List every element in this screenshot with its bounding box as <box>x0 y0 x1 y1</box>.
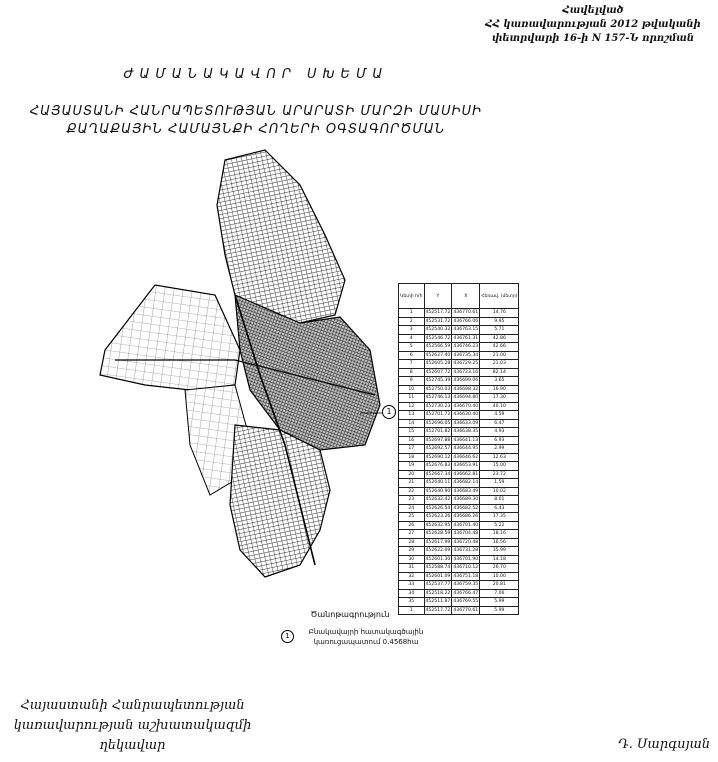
cell-point-number: 5 <box>399 343 425 352</box>
table-row <box>399 317 519 326</box>
cell-distance: 26.70 <box>480 564 519 573</box>
cell-point-number: 30 <box>399 555 425 564</box>
signatory-position-line-2: կառավարության աշխատակազմի <box>13 718 252 733</box>
cell-distance: 6.47 <box>480 419 519 428</box>
cell-distance: 21.03 <box>480 360 519 369</box>
cell-y: 452697.88 <box>425 437 451 443</box>
cell-point-number: 6 <box>399 351 425 360</box>
signatory-name: Դ. Սարգսյան <box>618 737 711 752</box>
cell-distance: 16.56 <box>480 538 519 547</box>
cell-x: 436646.62 <box>453 454 479 460</box>
table-row <box>399 513 519 522</box>
cell-distance: 21.00 <box>480 351 519 360</box>
cell-point-number: 1 <box>399 309 425 318</box>
cell-distance: 35.99 <box>480 547 519 556</box>
cell-x: 436633.09 <box>453 420 479 426</box>
cell-y: 452692.57 <box>425 446 451 452</box>
table-row <box>399 343 519 352</box>
cell-point-number: 34 <box>399 589 425 598</box>
cell-point-number: 16 <box>399 436 425 445</box>
table-row <box>399 445 519 454</box>
table-row <box>399 309 519 318</box>
cell-distance: 6.43 <box>480 504 519 513</box>
table-row <box>399 538 519 547</box>
cell-distance: 12.63 <box>480 453 519 462</box>
cell-x: 436686.26 <box>453 514 479 520</box>
cell-x: 436766.06 <box>453 318 479 324</box>
cell-x: 436689.30 <box>453 497 479 503</box>
cell-y: 452701.82 <box>425 429 451 435</box>
cell-point-number: 25 <box>399 513 425 522</box>
coordinates-table-body <box>399 309 519 615</box>
cell-distance: 40.10 <box>480 402 519 411</box>
cell-point-number: 32 <box>399 572 425 581</box>
cell-y: 452622.09 <box>425 548 451 554</box>
cell-point-number: 31 <box>399 564 425 573</box>
cell-distance: 82.14 <box>480 368 519 377</box>
cell-distance: 5.99 <box>480 598 519 607</box>
cell-y: 452517.72 <box>425 310 451 316</box>
document-title: ԺԱՄԱՆԱԿԱՎՈՐ ՍԽԵՄԱ <box>123 67 389 82</box>
cell-y: 452745.39 <box>425 378 451 384</box>
cell-point-number: 9 <box>399 377 425 386</box>
cell-y: 452517.72 <box>425 607 451 613</box>
table-row <box>399 572 519 581</box>
cell-y: 452750.03 <box>425 386 451 392</box>
cell-x: 436701.40 <box>453 522 479 528</box>
cell-y: 452531.72 <box>425 318 451 324</box>
header-distance: Հեռավ. (մետր) <box>480 284 519 309</box>
header-y: Y <box>424 284 452 309</box>
cell-x: 436641.13 <box>453 437 479 443</box>
table-row <box>399 504 519 513</box>
cell-y: 452696.05 <box>425 420 451 426</box>
cell-distance: 4.59 <box>480 411 519 420</box>
cell-y: 452626.54 <box>425 505 451 511</box>
cell-y: 452640.11 <box>425 480 451 486</box>
header-x: X <box>452 284 480 309</box>
cell-x: 436770.61 <box>453 310 479 316</box>
cell-distance: 10.02 <box>480 487 519 496</box>
table-row <box>399 402 519 411</box>
table-header-row <box>399 284 519 309</box>
signatory-position-line-3: ղեկավար <box>99 738 166 753</box>
legend-title: Ծանոթագրություն <box>310 610 390 619</box>
cell-distance: 42.66 <box>480 343 519 352</box>
table-row <box>399 394 519 403</box>
table-row <box>399 326 519 335</box>
cell-y: 452690.12 <box>425 454 451 460</box>
table-row <box>399 453 519 462</box>
cell-y: 452546.72 <box>425 335 451 341</box>
cell-x: 436766.47 <box>453 590 479 596</box>
cell-x: 436761.31 <box>453 335 479 341</box>
land-use-map <box>85 145 390 590</box>
cell-y: 452701.72 <box>425 412 451 418</box>
table-row <box>399 436 519 445</box>
cell-y: 452746.13 <box>425 395 451 401</box>
cell-point-number: 22 <box>399 487 425 496</box>
table-row <box>399 479 519 488</box>
cell-point-number: 28 <box>399 538 425 547</box>
cell-y: 452566.59 <box>425 344 451 350</box>
table-row <box>399 368 519 377</box>
cell-y: 452537.77 <box>425 582 451 588</box>
table-row <box>399 521 519 530</box>
cell-y: 452588.74 <box>425 565 451 571</box>
table-row <box>399 419 519 428</box>
cell-x: 436630.40 <box>453 412 479 418</box>
cell-distance: 7.06 <box>480 589 519 598</box>
cell-distance: 5.22 <box>480 521 519 530</box>
cell-distance: 2.99 <box>480 445 519 454</box>
cell-x: 436662.81 <box>453 471 479 477</box>
cell-x: 436735.34 <box>453 352 479 358</box>
cell-y: 452601.30 <box>425 556 451 562</box>
table-row <box>399 496 519 505</box>
cell-distance: 10.00 <box>480 572 519 581</box>
appendix-line-3: փետրվարի 16-ի N 157-Ն որոշման <box>491 33 695 44</box>
signatory-position <box>10 696 255 756</box>
cell-distance: 1.59 <box>480 479 519 488</box>
cell-point-number: 21 <box>399 479 425 488</box>
cell-distance: 14.18 <box>480 555 519 564</box>
cell-y: 452640.90 <box>425 488 451 494</box>
cell-x: 436653.91 <box>453 463 479 469</box>
table-row <box>399 411 519 420</box>
cell-distance: 5.99 <box>480 606 519 615</box>
cell-point-number: 26 <box>399 521 425 530</box>
cell-y: 452607.72 <box>425 369 451 375</box>
cell-point-number: 24 <box>399 504 425 513</box>
cell-distance: 17.30 <box>480 394 519 403</box>
cell-x: 436694.80 <box>453 395 479 401</box>
cell-distance: 4.93 <box>480 428 519 437</box>
cell-distance: 14.76 <box>480 309 519 318</box>
cell-x: 436723.16 <box>453 369 479 375</box>
cell-point-number: 18 <box>399 453 425 462</box>
cell-point-number: 13 <box>399 411 425 420</box>
appendix-line-2: ՀՀ կառավարության 2012 թվականի <box>485 19 701 30</box>
cell-y: 452540.32 <box>425 327 451 333</box>
table-row <box>399 547 519 556</box>
table-row <box>399 428 519 437</box>
cell-distance: 6.93 <box>480 436 519 445</box>
cell-point-number: 14 <box>399 419 425 428</box>
cell-x: 436769.55 <box>453 599 479 605</box>
cell-distance: 8.01 <box>480 496 519 505</box>
cell-point-number: 17 <box>399 445 425 454</box>
cell-point-number: 33 <box>399 581 425 590</box>
cell-point-number: 7 <box>399 360 425 369</box>
table-row <box>399 530 519 539</box>
cell-x: 436720.48 <box>453 539 479 545</box>
cell-y: 452632.42 <box>425 497 451 503</box>
cell-y: 452628.59 <box>425 531 451 537</box>
cell-point-number: 1 <box>399 606 425 615</box>
cell-x: 436644.95 <box>453 446 479 452</box>
cell-point-number: 3 <box>399 326 425 335</box>
cell-y: 452518.22 <box>425 590 451 596</box>
cell-distance: 5.71 <box>480 326 519 335</box>
cell-x: 436759.35 <box>453 582 479 588</box>
cell-point-number: 8 <box>399 368 425 377</box>
cell-y: 452676.83 <box>425 463 451 469</box>
table-row <box>399 377 519 386</box>
cell-y: 452601.09 <box>425 573 451 579</box>
map-marker-1: 1 <box>382 405 396 419</box>
cell-point-number: 19 <box>399 462 425 471</box>
cell-distance: 9.95 <box>480 317 519 326</box>
cell-point-number: 20 <box>399 470 425 479</box>
cell-x: 436698.32 <box>453 386 479 392</box>
cell-y: 452605.28 <box>425 361 451 367</box>
cell-x: 436729.25 <box>453 361 479 367</box>
cell-x: 436699.06 <box>453 378 479 384</box>
table-row <box>399 598 519 607</box>
table-row <box>399 487 519 496</box>
document-subtitle-line-1: ՀԱՅԱՍՏԱՆԻ ՀԱՆՐԱՊԵՏՈՒԹՅԱՆ ԱՐԱՐԱՏԻ ՄԱՐԶԻ ՄԱՍԻՍԻ <box>29 104 483 119</box>
cell-point-number: 11 <box>399 394 425 403</box>
appendix-title: Հավելված <box>562 5 624 16</box>
legend-marker-icon: 1 <box>281 630 294 643</box>
table-row <box>399 360 519 369</box>
table-row <box>399 581 519 590</box>
table-row <box>399 564 519 573</box>
cell-x: 436770.61 <box>453 607 479 613</box>
cell-point-number: 12 <box>399 402 425 411</box>
table-row <box>399 385 519 394</box>
cell-point-number: 2 <box>399 317 425 326</box>
cell-x: 436638.35 <box>453 429 479 435</box>
appendix-note <box>478 4 708 46</box>
cell-distance: 20.81 <box>480 581 519 590</box>
cell-y: 452730.23 <box>425 403 451 409</box>
table-row <box>399 351 519 360</box>
cell-x: 436731.28 <box>453 548 479 554</box>
cell-y: 452511.87 <box>425 599 451 605</box>
cell-point-number: 29 <box>399 547 425 556</box>
table-row <box>399 462 519 471</box>
cell-distance: 3.65 <box>480 377 519 386</box>
cell-x: 436682.14 <box>453 480 479 486</box>
cell-x: 436683.49 <box>453 488 479 494</box>
cell-x: 436670.40 <box>453 403 479 409</box>
cell-distance: 16.90 <box>480 385 519 394</box>
cell-point-number: 23 <box>399 496 425 505</box>
cell-point-number: 15 <box>399 428 425 437</box>
cell-x: 436682.52 <box>453 505 479 511</box>
table-row <box>399 589 519 598</box>
cell-distance: 15.00 <box>480 462 519 471</box>
cell-y: 452632.95 <box>425 522 451 528</box>
table-row <box>399 470 519 479</box>
table-row <box>399 555 519 564</box>
cell-distance: 23.72 <box>480 470 519 479</box>
cell-point-number: 4 <box>399 334 425 343</box>
cell-y: 452627.40 <box>425 352 451 358</box>
cell-point-number: 35 <box>399 598 425 607</box>
map-drawing <box>85 145 390 590</box>
cell-distance: 17.35 <box>480 513 519 522</box>
cell-point-number: 27 <box>399 530 425 539</box>
cell-x: 436704.48 <box>453 531 479 537</box>
cell-y: 452623.26 <box>425 514 451 520</box>
cell-distance: 42.86 <box>480 334 519 343</box>
cell-y: 452617.99 <box>425 539 451 545</box>
cell-distance: 18.16 <box>480 530 519 539</box>
coordinates-table <box>398 283 519 615</box>
document-subtitle-line-2: ՔԱՂԱՔԱՅԻՆ ՀԱՄԱՅՆՔԻ ՀՈՂԵՐԻ ՕԳՏԱԳՈՐԾՄԱՆ <box>66 122 446 137</box>
cell-x: 436763.15 <box>453 327 479 333</box>
cell-x: 436701.90 <box>453 556 479 562</box>
table-row <box>399 334 519 343</box>
legend-description: Բնակավայրի հատակագծային կառուցապատում 0.4568հա <box>308 628 424 646</box>
cell-x: 436751.18 <box>453 573 479 579</box>
cell-y: 452667.34 <box>425 471 451 477</box>
cell-x: 436746.23 <box>453 344 479 350</box>
cell-point-number: 10 <box>399 385 425 394</box>
cell-x: 436710.12 <box>453 565 479 571</box>
signatory-position-line-1: Հայաստանի Հանրապետության <box>20 698 245 713</box>
header-point-number: Կետի հ/հ <box>399 284 425 309</box>
